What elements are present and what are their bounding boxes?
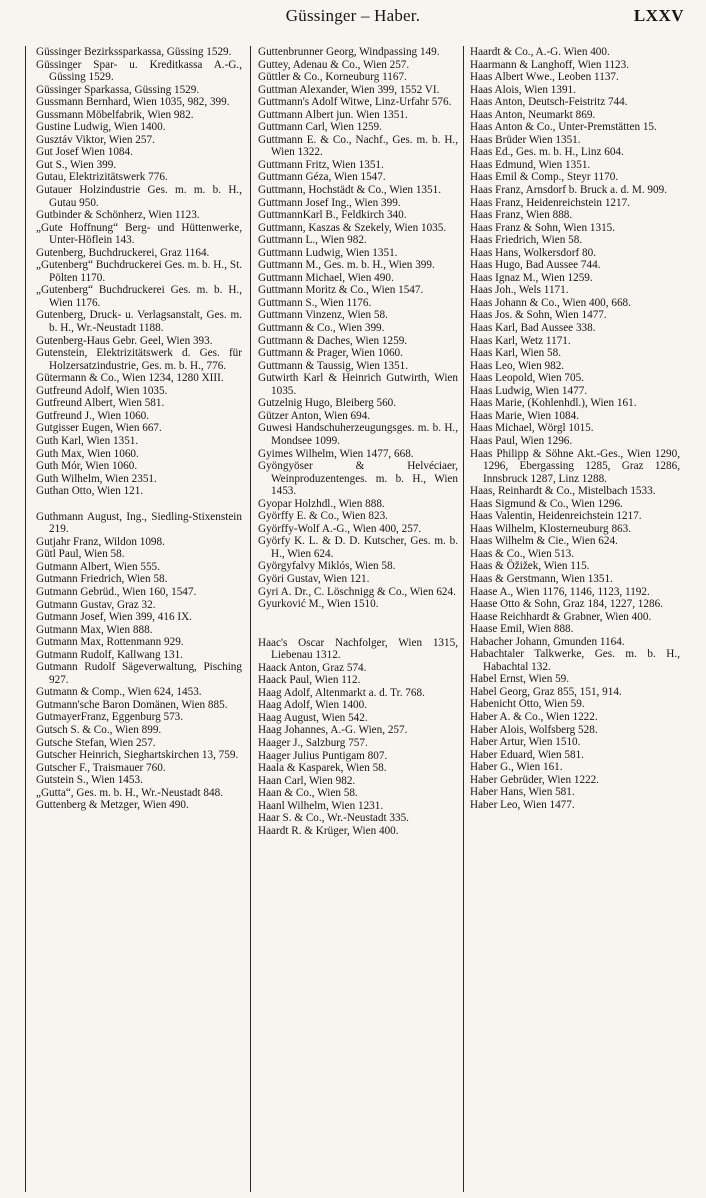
directory-entry: Guthmann August, Ing., Siedling-Stixenstein 219. (36, 510, 242, 536)
directory-entry: Haas Friedrich, Wien 58. (470, 234, 583, 247)
directory-entry: Gutmann Max, Rottenmann 929. (36, 636, 184, 649)
page-number: LXXV (633, 6, 684, 25)
directory-entry: Guttmann, Kaszas & Szekely, Wien 1035. (258, 221, 447, 234)
directory-entry: Haas Emil & Comp., Steyr 1170. (470, 171, 619, 184)
directory-entry: Haas Jos. & Sohn, Wien 1477. (470, 309, 607, 322)
directory-entry: Gut S., Wien 399. (36, 158, 117, 171)
directory-entry: Haas Paul, Wien 1296. (470, 434, 573, 447)
directory-entry: Habel Ernst, Wien 59. (470, 673, 570, 686)
directory-entry: Haag August, Wien 542. (258, 711, 368, 724)
directory-entry: Haas Anton, Deutsch-Feistritz 744. (470, 96, 628, 109)
directory-entry: Guttmann, Hochstädt & Co., Wien 1351. (258, 184, 441, 197)
directory-entry: Gutsch S. & Co., Wien 899. (36, 723, 162, 736)
directory-entry: Gutenstein, Elektrizitätswerk d. Ges. für Holzersatzindustrie, Ges. m. b. H., 776. (36, 347, 242, 372)
directory-entry: Gutsche Stefan, Wien 257. (36, 736, 156, 749)
directory-entry: Haag Johannes, A.-G. Wien, 257. (258, 724, 408, 737)
directory-entry: Gustine Ludwig, Wien 1400. (36, 121, 166, 134)
directory-entry: Gütermann & Co., Wien 1234, 1280 XIII. (36, 372, 224, 385)
directory-entry: Gutmann Josef, Wien 399, 416 IX. (36, 611, 192, 624)
directory-entry: Haber G., Wien 161. (470, 761, 563, 774)
directory-entry: Haag Adolf, Wien 1400. (258, 699, 368, 712)
directory-entry: Gutau, Elektrizitätswerk 776. (36, 171, 168, 184)
entry-spacer (36, 498, 242, 511)
directory-entry: Habacher Johann, Gmunden 1164. (470, 635, 625, 648)
directory-entry: Haar S. & Co., Wr.-Neustadt 335. (258, 812, 409, 825)
column-3 (470, 46, 680, 1192)
directory-entry: Haas Johann & Co., Wien 400, 668. (470, 296, 631, 309)
directory-entry: Gutscher F., Traismauer 760. (36, 761, 166, 774)
directory-entry: Guth Wilhelm, Wien 2351. (36, 472, 157, 485)
directory-entry: Haas Valentin, Heidenreichstein 1217. (470, 510, 642, 523)
directory-entry: Habachtaler Talkwerke, Ges. m. b. H., Habachtal 132. (470, 648, 680, 673)
directory-entry: Haas Ignaz M., Wien 1259. (470, 271, 593, 284)
directory-entry: Haas Franz, Arnsdorf b. Bruck a. d. M. 909. (470, 184, 667, 197)
directory-entry: Guttmann Moritz & Co., Wien 1547. (258, 284, 424, 297)
directory-entry: Haanl Wilhelm, Wien 1231. (258, 799, 384, 812)
directory-entry: Gusztáv Viktor, Wien 257. (36, 133, 155, 146)
directory-entry: „Gutenberg“ Buchdruckerei Ges. m. b. H., Wien 1176. (36, 284, 242, 309)
directory-entry: Habenicht Otto, Wien 59. (470, 698, 585, 711)
directory-entry: Gut Josef Wien 1084. (36, 146, 133, 159)
directory-entry: Guwesi Handschuherzeugungsges. m. b. H., Mondsee 1099. (258, 422, 458, 447)
directory-entry: Guttmann Géza, Wien 1547. (258, 171, 386, 184)
directory-entry: Haber Hans, Wien 581. (470, 786, 575, 799)
directory-entry: Haas Hugo, Bad Aussee 744. (470, 259, 601, 272)
directory-entry: Gutmann Albert, Wien 555. (36, 560, 160, 573)
directory-entry: Guttmann & Daches, Wien 1259. (258, 334, 408, 347)
directory-entry: Guttmann Albert jun. Wien 1351. (258, 108, 408, 121)
directory-entry: Gutenberg-Haus Gebr. Geel, Wien 393. (36, 334, 213, 347)
directory-entry: Guttmann Fritz, Wien 1351. (258, 158, 384, 171)
directory-entry: Guttmann & Prager, Wien 1060. (258, 347, 403, 360)
directory-entry: Gutauer Holzindustrie Ges. m. m. b. H., Gutau 950. (36, 184, 242, 209)
directory-entry: Haas, Reinhardt & Co., Mistelbach 1533. (470, 485, 656, 498)
directory-entry: Haack Anton, Graz 574. (258, 661, 367, 674)
directory-entry: Haas & Co., Wien 513. (470, 547, 575, 560)
directory-entry: Haas Leo, Wien 982. (470, 359, 565, 372)
directory-entry: Györi Gustav, Wien 121. (258, 572, 370, 585)
directory-entry: Haase A., Wien 1176, 1146, 1123, 1192. (470, 585, 650, 598)
directory-entry: Haas Leopold, Wien 705. (470, 372, 584, 385)
directory-entry: GutmayerFranz, Eggenburg 573. (36, 711, 184, 724)
directory-entry: Guthan Otto, Wien 121. (36, 485, 144, 498)
directory-entry: Haas Edmund, Wien 1351. (470, 158, 591, 171)
left-margin-rule (25, 46, 26, 1192)
directory-entry: Haas Wilhelm, Klosterneuburg 863. (470, 522, 632, 535)
directory-entry: Guttmann & Co., Wien 399. (258, 322, 385, 335)
directory-entry: Gützer Anton, Wien 694. (258, 409, 371, 422)
directory-entry: „Gute Hoffnung“ Berg- und Hüttenwerke, Unter-Höflein 143. (36, 221, 242, 247)
directory-entry: Haber Leo, Wien 1477. (470, 798, 575, 811)
column-divider-2 (463, 46, 464, 1192)
directory-entry: Haas Karl, Bad Aussee 338. (470, 322, 596, 335)
directory-entry: Guttmann Vinzenz, Wien 58. (258, 309, 388, 322)
directory-entry: Györffy-Wolf A.-G., Wien 400, 257. (258, 522, 422, 535)
directory-entry: Gutscher Heinrich, Sieghartskirchen 13, 759. (36, 749, 239, 762)
directory-entry: Guttenbrunner Georg, Windpassing 149. (258, 46, 440, 58)
directory-entry: Haas & Öžižek, Wien 115. (470, 560, 590, 573)
directory-entry: Haag Adolf, Altenmarkt a. d. Tr. 768. (258, 686, 425, 699)
directory-entry: Guttman Alexander, Wien 399, 1552 VI. (258, 83, 440, 96)
directory-entry: „Gutta“, Ges. m. b. H., Wr.-Neustadt 848. (36, 786, 224, 799)
directory-entry: Guttmann Carl, Wien 1259. (258, 121, 382, 134)
column-1 (36, 46, 242, 1192)
directory-entry: Haas Michael, Wörgl 1015. (470, 422, 594, 435)
directory-entry: Gutfreund Adolf, Wien 1035. (36, 384, 168, 397)
directory-entry: Guttmann S., Wien 1176. (258, 296, 372, 309)
directory-entry: Guttmann M., Ges. m. b. H., Wien 399. (258, 259, 435, 272)
directory-entry: Haas Franz & Sohn, Wien 1315. (470, 221, 616, 234)
directory-entry: Haager Julius Puntigam 807. (258, 749, 388, 762)
directory-entry: Haas Sigmund & Co., Wien 1296. (470, 497, 623, 510)
directory-entry: Gyimes Wilhelm, Wien 1477, 668. (258, 447, 414, 460)
directory-entry: Gyurković M., Wien 1510. (258, 598, 379, 611)
directory-entry: Guttmann L., Wien 982. (258, 234, 367, 247)
directory-entry: Haber A. & Co., Wien 1222. (470, 710, 598, 723)
entry-spacer (258, 611, 458, 624)
directory-entry: Haas Franz, Wien 888. (470, 209, 573, 222)
directory-entry: Gutmann Gustav, Graz 32. (36, 598, 156, 611)
directory-entry: Guttmann Michael, Wien 490. (258, 271, 394, 284)
directory-entry: Haas Ludwig, Wien 1477. (470, 384, 588, 397)
directory-entry: Gyri A. Dr., C. Löschnigg & Co., Wien 624. (258, 585, 456, 598)
directory-entry: Guth Karl, Wien 1351. (36, 434, 139, 447)
directory-entry: Haase Reichhardt & Grabner, Wien 400. (470, 610, 652, 623)
directory-entry: Haas & Gerstmann, Wien 1351. (470, 572, 613, 585)
directory-entry: Gutgisser Eugen, Wien 667. (36, 422, 162, 435)
directory-entry: Haala & Kasparek, Wien 58. (258, 762, 387, 775)
directory-entry: Gutjahr Franz, Wildon 1098. (36, 535, 165, 548)
directory-entry: Gutmann Rudolf, Kallwang 131. (36, 648, 183, 661)
directory-entry: Haarmann & Langhoff, Wien 1123. (470, 58, 630, 71)
directory-entry: Gutmann Friedrich, Wien 58. (36, 573, 168, 586)
directory-entry: Haas Anton, Neumarkt 869. (470, 108, 596, 121)
directory-entry: Guttenberg & Metzger, Wien 490. (36, 799, 189, 812)
directory-entry: Guth Mór, Wien 1060. (36, 460, 138, 473)
directory-entry: Haas Joh., Wels 1171. (470, 284, 569, 297)
directory-entry: Gutmann Max, Wien 888. (36, 623, 153, 636)
directory-entry: Haack Paul, Wien 112. (258, 674, 361, 687)
page-header (0, 6, 706, 32)
directory-entry: Gutwirth Karl & Heinrich Gutwirth, Wien 1035. (258, 372, 458, 397)
directory-entry: Güssinger Bezirkssparkassa, Güssing 1529. (36, 46, 232, 58)
directory-entry: Habel Georg, Graz 855, 151, 914. (470, 685, 622, 698)
directory-entry: Haase Otto & Sohn, Graz 184, 1227, 1286. (470, 598, 663, 611)
directory-entry: Györfy K. L. & D. D. Kutscher, Ges. m. b. H., Wien 624. (258, 535, 458, 560)
directory-entry: Gutfreund Albert, Wien 581. (36, 397, 165, 410)
directory-entry: Haas Hans, Wolkersdorf 80. (470, 246, 596, 259)
directory-entry: Haardt R. & Krüger, Wien 400. (258, 824, 399, 837)
directory-entry: Guttmann E. & Co., Nachf., Ges. m. b. H., Wien 1322. (258, 133, 458, 159)
directory-entry: Haber Alois, Wolfsberg 528. (470, 723, 598, 736)
directory-entry: Haas Anton & Co., Unter-Premstätten 15. (470, 121, 657, 134)
directory-entry: Haas Ed., Ges. m. b. H., Linz 604. (470, 146, 624, 159)
directory-entry: Gussmann Möbelfabrik, Wien 982. (36, 108, 194, 121)
directory-entry: Haber Artur, Wien 1510. (470, 736, 581, 749)
directory-entry: Haas Franz, Heidenreichstein 1217. (470, 196, 630, 209)
directory-entry: Györgyfalvy Miklós, Wien 58. (258, 560, 396, 573)
directory-entry: Guttmann Josef Ing., Wien 399. (258, 196, 401, 209)
directory-entry: Haager J., Salzburg 757. (258, 736, 368, 749)
directory-entry: Gutmann Gebrüd., Wien 160, 1547. (36, 585, 197, 598)
directory-entry: Haber Gebrüder, Wien 1222. (470, 773, 600, 786)
directory-entry: Guttey, Adenau & Co., Wien 257. (258, 58, 410, 71)
directory-entry: Gutmann & Comp., Wien 624, 1453. (36, 686, 202, 699)
directory-entry: Haas Karl, Wien 58. (470, 347, 561, 360)
directory-entry: GuttmannKarl B., Feldkirch 340. (258, 209, 407, 222)
directory-entry: Györffy E. & Co., Wien 823. (258, 510, 388, 523)
directory-entry: Gutmann Rudolf Sägeverwaltung, Pisching 927. (36, 661, 242, 686)
directory-entry: Gutfreund J., Wien 1060. (36, 409, 150, 422)
directory-entry: Gyöngyöser & Helvéciaer, Weinproduzentenges. m. b. H., Wien 1453. (258, 460, 458, 498)
directory-entry: Haas Alois, Wien 1391. (470, 83, 576, 96)
directory-entry: Gütl Paul, Wien 58. (36, 548, 125, 561)
directory-entry: Gutenberg, Buchdruckerei, Graz 1164. (36, 246, 210, 259)
directory-entry: Gutstein S., Wien 1453. (36, 774, 143, 787)
directory-entry: Haas Brüder Wien 1351. (470, 133, 581, 146)
directory-entry: Gutenberg, Druck- u. Verlagsanstalt, Ges. m. b. H., Wr.-Neustadt 1188. (36, 309, 242, 335)
column-2 (258, 46, 458, 1192)
directory-entry: Haan & Co., Wien 58. (258, 787, 358, 800)
running-head: Güssinger – Haber. (285, 6, 421, 25)
directory-entry: Haase Emil, Wien 888. (470, 623, 574, 636)
directory-entry: Güssinger Sparkassa, Güssing 1529. (36, 83, 200, 96)
directory-entry: Gutzelnig Hugo, Bleiberg 560. (258, 397, 397, 410)
directory-entry: Gutmann'sche Baron Domänen, Wien 885. (36, 698, 228, 711)
directory-entry: Güssinger Spar- u. Kreditkassa A.-G., Güssing 1529. (36, 58, 242, 84)
directory-entry: Gyopar Holzhdl., Wien 888. (258, 497, 385, 510)
directory-entry: Haas Karl, Wetz 1171. (470, 334, 571, 347)
directory-entry: Haber Eduard, Wien 581. (470, 748, 584, 761)
directory-entry: Haas Marie, Wien 1084. (470, 409, 580, 422)
directory-entry: Haas Philipp & Söhne Akt.-Ges., Wien 1290, 1296, Ebergassing 1285, Graz 1286, Innsbruck 1287, Linz 1288. (470, 447, 680, 485)
directory-entry: Haac's Oscar Nachfolger, Wien 1315, Liebenau 1312. (258, 636, 458, 662)
column-divider-1 (250, 46, 251, 1192)
directory-entry: Guth Max, Wien 1060. (36, 447, 139, 460)
directory-entry: Haas Marie, (Kohlenhdl.), Wien 161. (470, 397, 637, 410)
directory-entry: Güttler & Co., Korneuburg 1167. (258, 71, 407, 84)
directory-entry: Gutbinder & Schönherz, Wien 1123. (36, 209, 200, 222)
directory-entry: „Gutenberg“ Buchdruckerei Ges. m. b. H., St. Pölten 1170. (36, 259, 242, 284)
directory-entry: Haas Wilhelm & Cie., Wien 624. (470, 535, 618, 548)
directory-entry: Guttmann Ludwig, Wien 1351. (258, 246, 398, 259)
directory-entry: Haas Albert Wwe., Leoben 1137. (470, 71, 619, 84)
directory-entry: Haan Carl, Wien 982. (258, 774, 356, 787)
directory-entry: Guttmann's Adolf Witwe, Linz-Urfahr 576. (258, 96, 452, 109)
directory-entry: Haardt & Co., A.-G. Wien 400. (470, 46, 610, 58)
entry-spacer (258, 624, 458, 637)
directory-entry: Gussmann Bernhard, Wien 1035, 982, 399. (36, 96, 230, 109)
directory-entry: Guttmann & Taussig, Wien 1351. (258, 359, 408, 372)
